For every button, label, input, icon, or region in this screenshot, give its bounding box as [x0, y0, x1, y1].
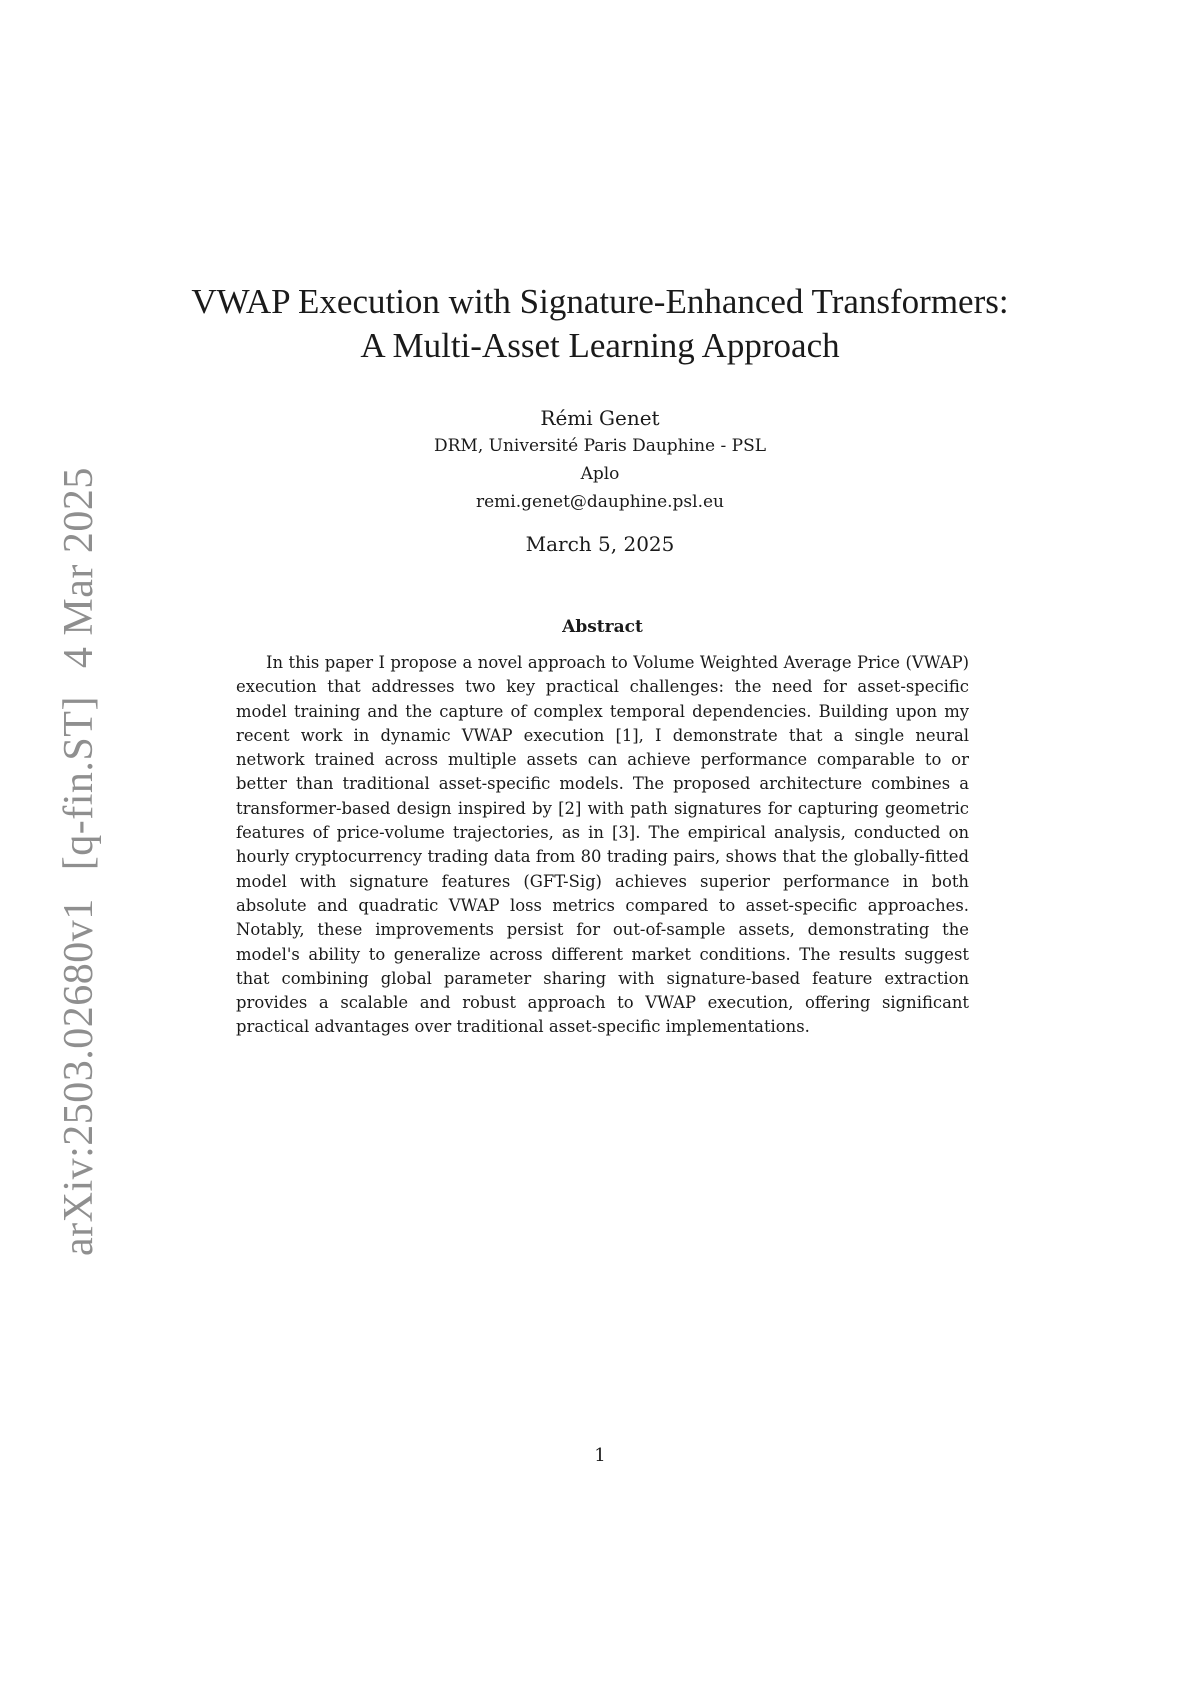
affiliation-2: Aplo [580, 464, 620, 484]
arxiv-id: arXiv:2503.02680v1 [56, 898, 102, 1256]
author-email: remi.genet@dauphine.psl.eu [475, 492, 725, 512]
abstract-text: In this paper I propose a novel approach to Volume Weighted Average Price (VWAP) execution that addresses two key practical challenges: the need for asset-specific model training and the capture of complex temporal dependencies. Building upon my recent work in dynamic VWAP execution [1], I demonstrate that a single neural network trained across multiple assets can achieve performance comparable to or better than traditional asset-specific models. The proposed architecture combines a transformer-based design inspired by [2] with path signatures for capturing geometric features of price-volume trajectories, as in [3]. The empirical analysis, conducted on hourly cryptocurrency trading data from 80 trading pairs, shows that the globally-fitted model with signature features (GFT-Sig) achieves superior performance in both absolute and quadratic VWAP loss metrics compared to asset-specific approaches. Notably, these improvements persist for out-of-sample assets, demonstrating the model's ability to generalize across different market conditions. The results suggest that combining global parameter sharing with signature-based feature extraction provides a scalable and robust approach to VWAP execution, offering significant practical advantages over traditional asset-specific implementations. [236, 653, 969, 1037]
arxiv-date: 4 Mar 2025 [56, 467, 102, 669]
author-name: Rémi Genet [540, 406, 660, 430]
abstract-section [236, 617, 969, 1040]
paper-date: March 5, 2025 [525, 532, 675, 556]
paper-title-line-2: A Multi-Asset Learning Approach [360, 326, 840, 365]
arxiv-category: [q-fin.ST] [56, 696, 102, 871]
paper-title-line-1: VWAP Execution with Signature-Enhanced Transformers: [191, 282, 1009, 321]
abstract-heading: Abstract [562, 617, 643, 637]
title-block [140, 280, 1060, 558]
arxiv-side-stamp [55, 439, 103, 1256]
affiliation-1: DRM, Université Paris Dauphine - PSL [433, 436, 767, 456]
page-number: 1 [594, 1445, 606, 1466]
